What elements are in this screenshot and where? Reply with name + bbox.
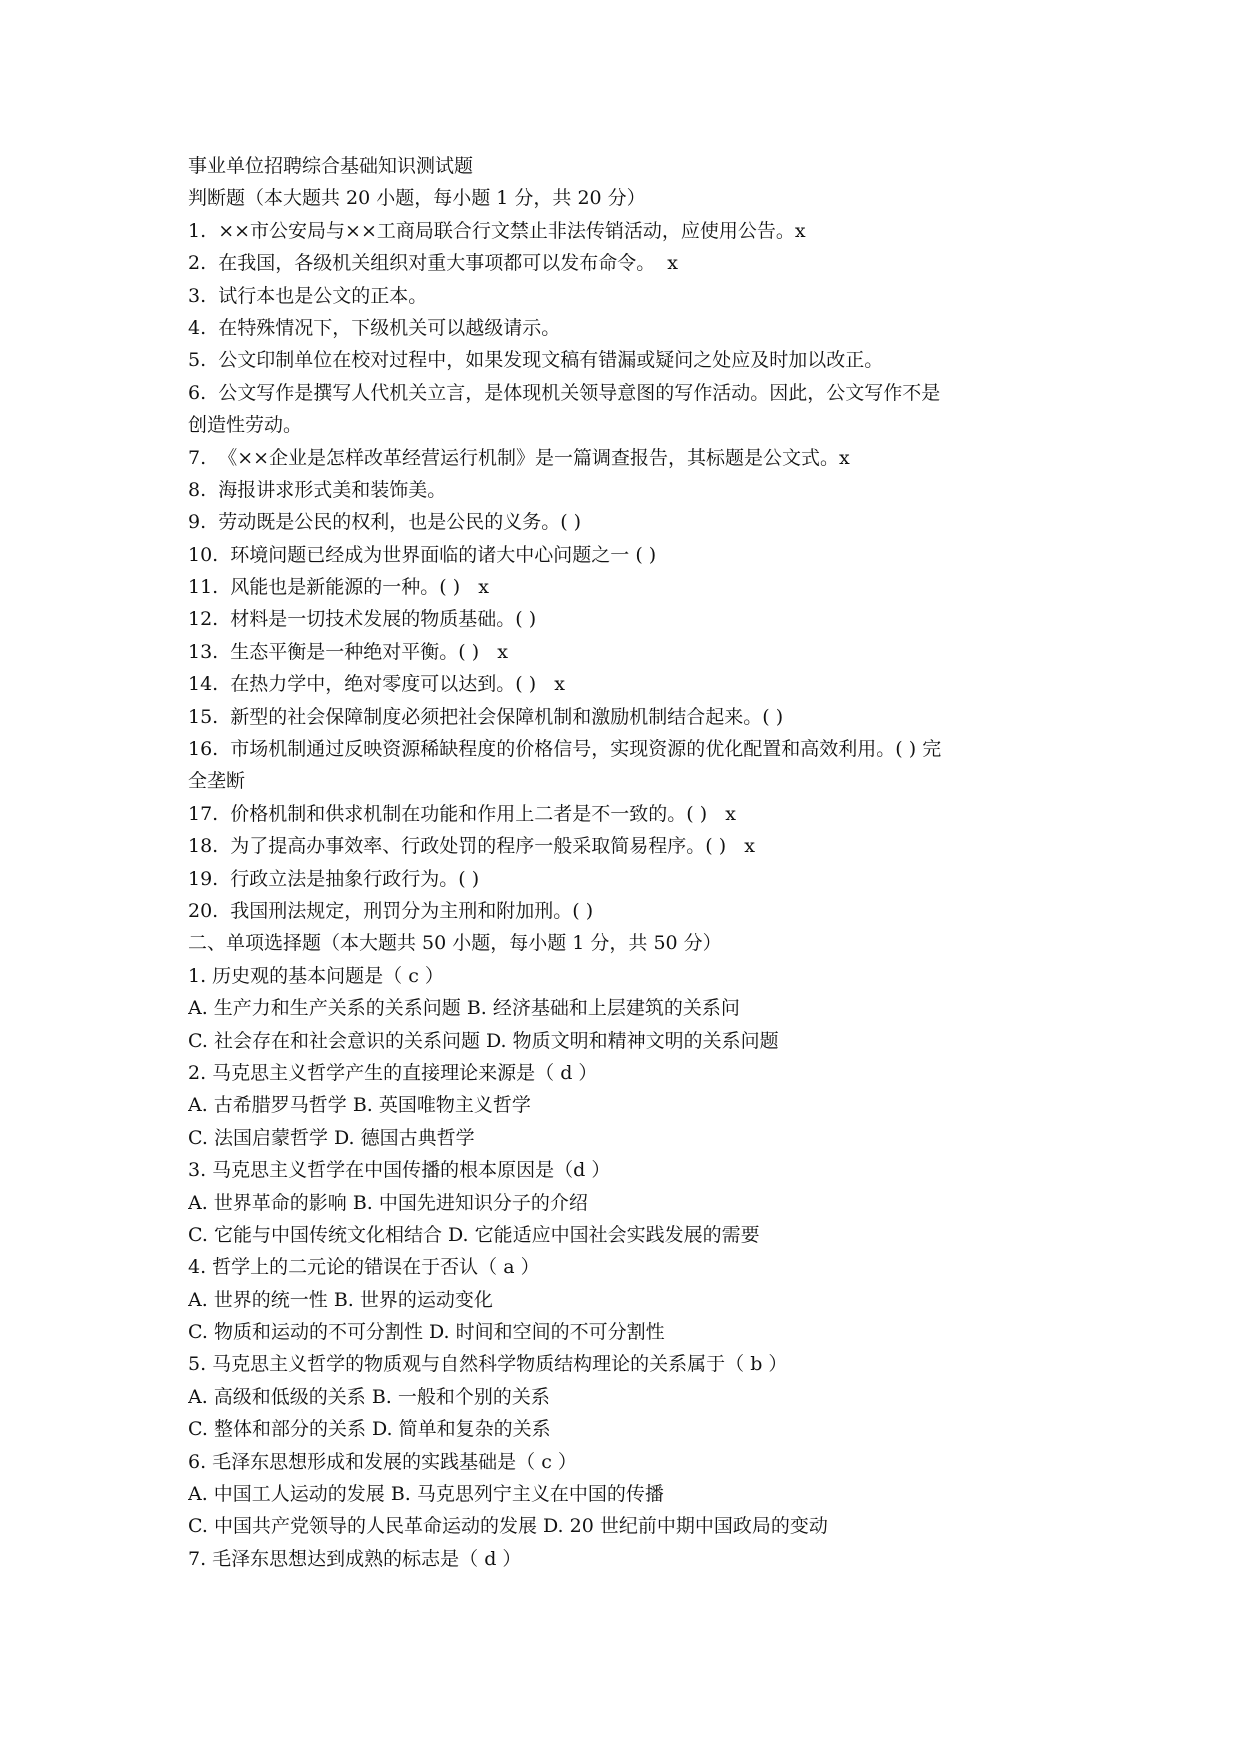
question-line: 3. 试行本也是公文的正本。 — [188, 284, 428, 307]
question-stem: 2. 马克思主义哲学产生的直接理论来源是（ d ） — [188, 1061, 598, 1084]
answer-options: A. 生产力和生产关系的关系问题 B. 经济基础和上层建筑的关系问 — [188, 997, 740, 1020]
question-line: 20. 我国刑法规定，刑罚分为主刑和附加刑。( ) — [188, 899, 594, 922]
question-line: 18. 为了提高办事效率、行政处罚的程序一般采取简易程序。( ) x — [188, 835, 755, 858]
question-line-continuation: 创造性劳动。 — [188, 414, 303, 437]
question-stem: 1. 历史观的基本问题是（ c ） — [188, 964, 444, 987]
question-stem: 7. 毛泽东思想达到成熟的标志是（ d ） — [188, 1547, 522, 1570]
answer-options: C. 整体和部分的关系 D. 简单和复杂的关系 — [188, 1418, 551, 1441]
answer-options: C. 社会存在和社会意识的关系问题 D. 物质文明和精神文明的关系问题 — [188, 1029, 779, 1052]
question-line: 1. ××市公安局与××工商局联合行文禁止非法传销活动，应使用公告。x — [188, 219, 806, 242]
question-line: 9. 劳动既是公民的权利，也是公民的义务。( ) — [188, 511, 582, 534]
question-line: 13. 生态平衡是一种绝对平衡。( ) x — [188, 640, 508, 663]
document-title: 事业单位招聘综合基础知识测试题 — [188, 155, 474, 177]
question-line: 8. 海报讲求形式美和装饰美。 — [188, 478, 447, 501]
question-line: 11. 风能也是新能源的一种。( ) x — [188, 576, 489, 599]
question-line: 10. 环境问题已经成为世界面临的诸大中心问题之一 ( ) — [188, 543, 657, 566]
question-line: 2. 在我国，各级机关组织对重大事项都可以发布命令。 x — [188, 252, 679, 275]
question-line: 15. 新型的社会保障制度必须把社会保障机制和激励机制结合起来。( ) — [188, 705, 784, 728]
question-line: 12. 材料是一切技术发展的物质基础。( ) — [188, 608, 537, 631]
answer-options: C. 它能与中国传统文化相结合 D. 它能适应中国社会实践发展的需要 — [188, 1223, 760, 1246]
section-heading-single-choice: 二、单项选择题（本大题共 50 小题，每小题 1 分，共 50 分） — [188, 932, 722, 955]
question-line: 7. 《××企业是怎样改革经营运行机制》是一篇调查报告，其标题是公文式。x — [188, 446, 850, 469]
question-line: 14. 在热力学中，绝对零度可以达到。( ) x — [188, 673, 565, 696]
question-line: 5. 公文印制单位在校对过程中，如果发现文稿有错漏或疑问之处应及时加以改正。 — [188, 349, 884, 372]
answer-options: A. 高级和低级的关系 B. 一般和个别的关系 — [188, 1385, 550, 1408]
question-stem: 3. 马克思主义哲学在中国传播的根本原因是（d ） — [188, 1159, 611, 1182]
question-line: 6. 公文写作是撰写人代机关立言，是体现机关领导意图的写作活动。因此，公文写作不是 — [188, 381, 941, 404]
answer-options: A. 世界革命的影响 B. 中国先进知识分子的介绍 — [188, 1191, 588, 1214]
answer-options: A. 古希腊罗马哲学 B. 英国唯物主义哲学 — [188, 1094, 531, 1117]
question-stem: 5. 马克思主义哲学的物质观与自然科学物质结构理论的关系属于（ b ） — [188, 1353, 788, 1376]
answer-options: C. 中国共产党领导的人民革命运动的发展 D. 20 世纪前中期中国政局的变动 — [188, 1515, 828, 1538]
section-heading-true-false: 判断题（本大题共 20 小题，每小题 1 分，共 20 分） — [188, 187, 646, 210]
answer-options: A. 中国工人运动的发展 B. 马克思列宁主义在中国的传播 — [188, 1483, 664, 1506]
answer-options: C. 法国启蒙哲学 D. 德国古典哲学 — [188, 1126, 475, 1149]
question-line: 4. 在特殊情况下，下级机关可以越级请示。 — [188, 316, 561, 339]
question-line-continuation: 全垄断 — [188, 770, 246, 793]
question-line: 16. 市场机制通过反映资源稀缺程度的价格信号，实现资源的优化配置和高效利用。( ) 完 — [188, 738, 942, 761]
answer-options: C. 物质和运动的不可分割性 D. 时间和空间的不可分割性 — [188, 1321, 665, 1344]
question-stem: 6. 毛泽东思想形成和发展的实践基础是（ c ） — [188, 1450, 577, 1473]
answer-options: A. 世界的统一性 B. 世界的运动变化 — [188, 1288, 493, 1311]
question-line: 17. 价格机制和供求机制在功能和作用上二者是不一致的。( ) x — [188, 802, 736, 825]
question-line: 19. 行政立法是抽象行政行为。( ) — [188, 867, 480, 890]
question-stem: 4. 哲学上的二元论的错误在于否认（ a ） — [188, 1256, 540, 1279]
document-page — [188, 150, 1088, 1575]
